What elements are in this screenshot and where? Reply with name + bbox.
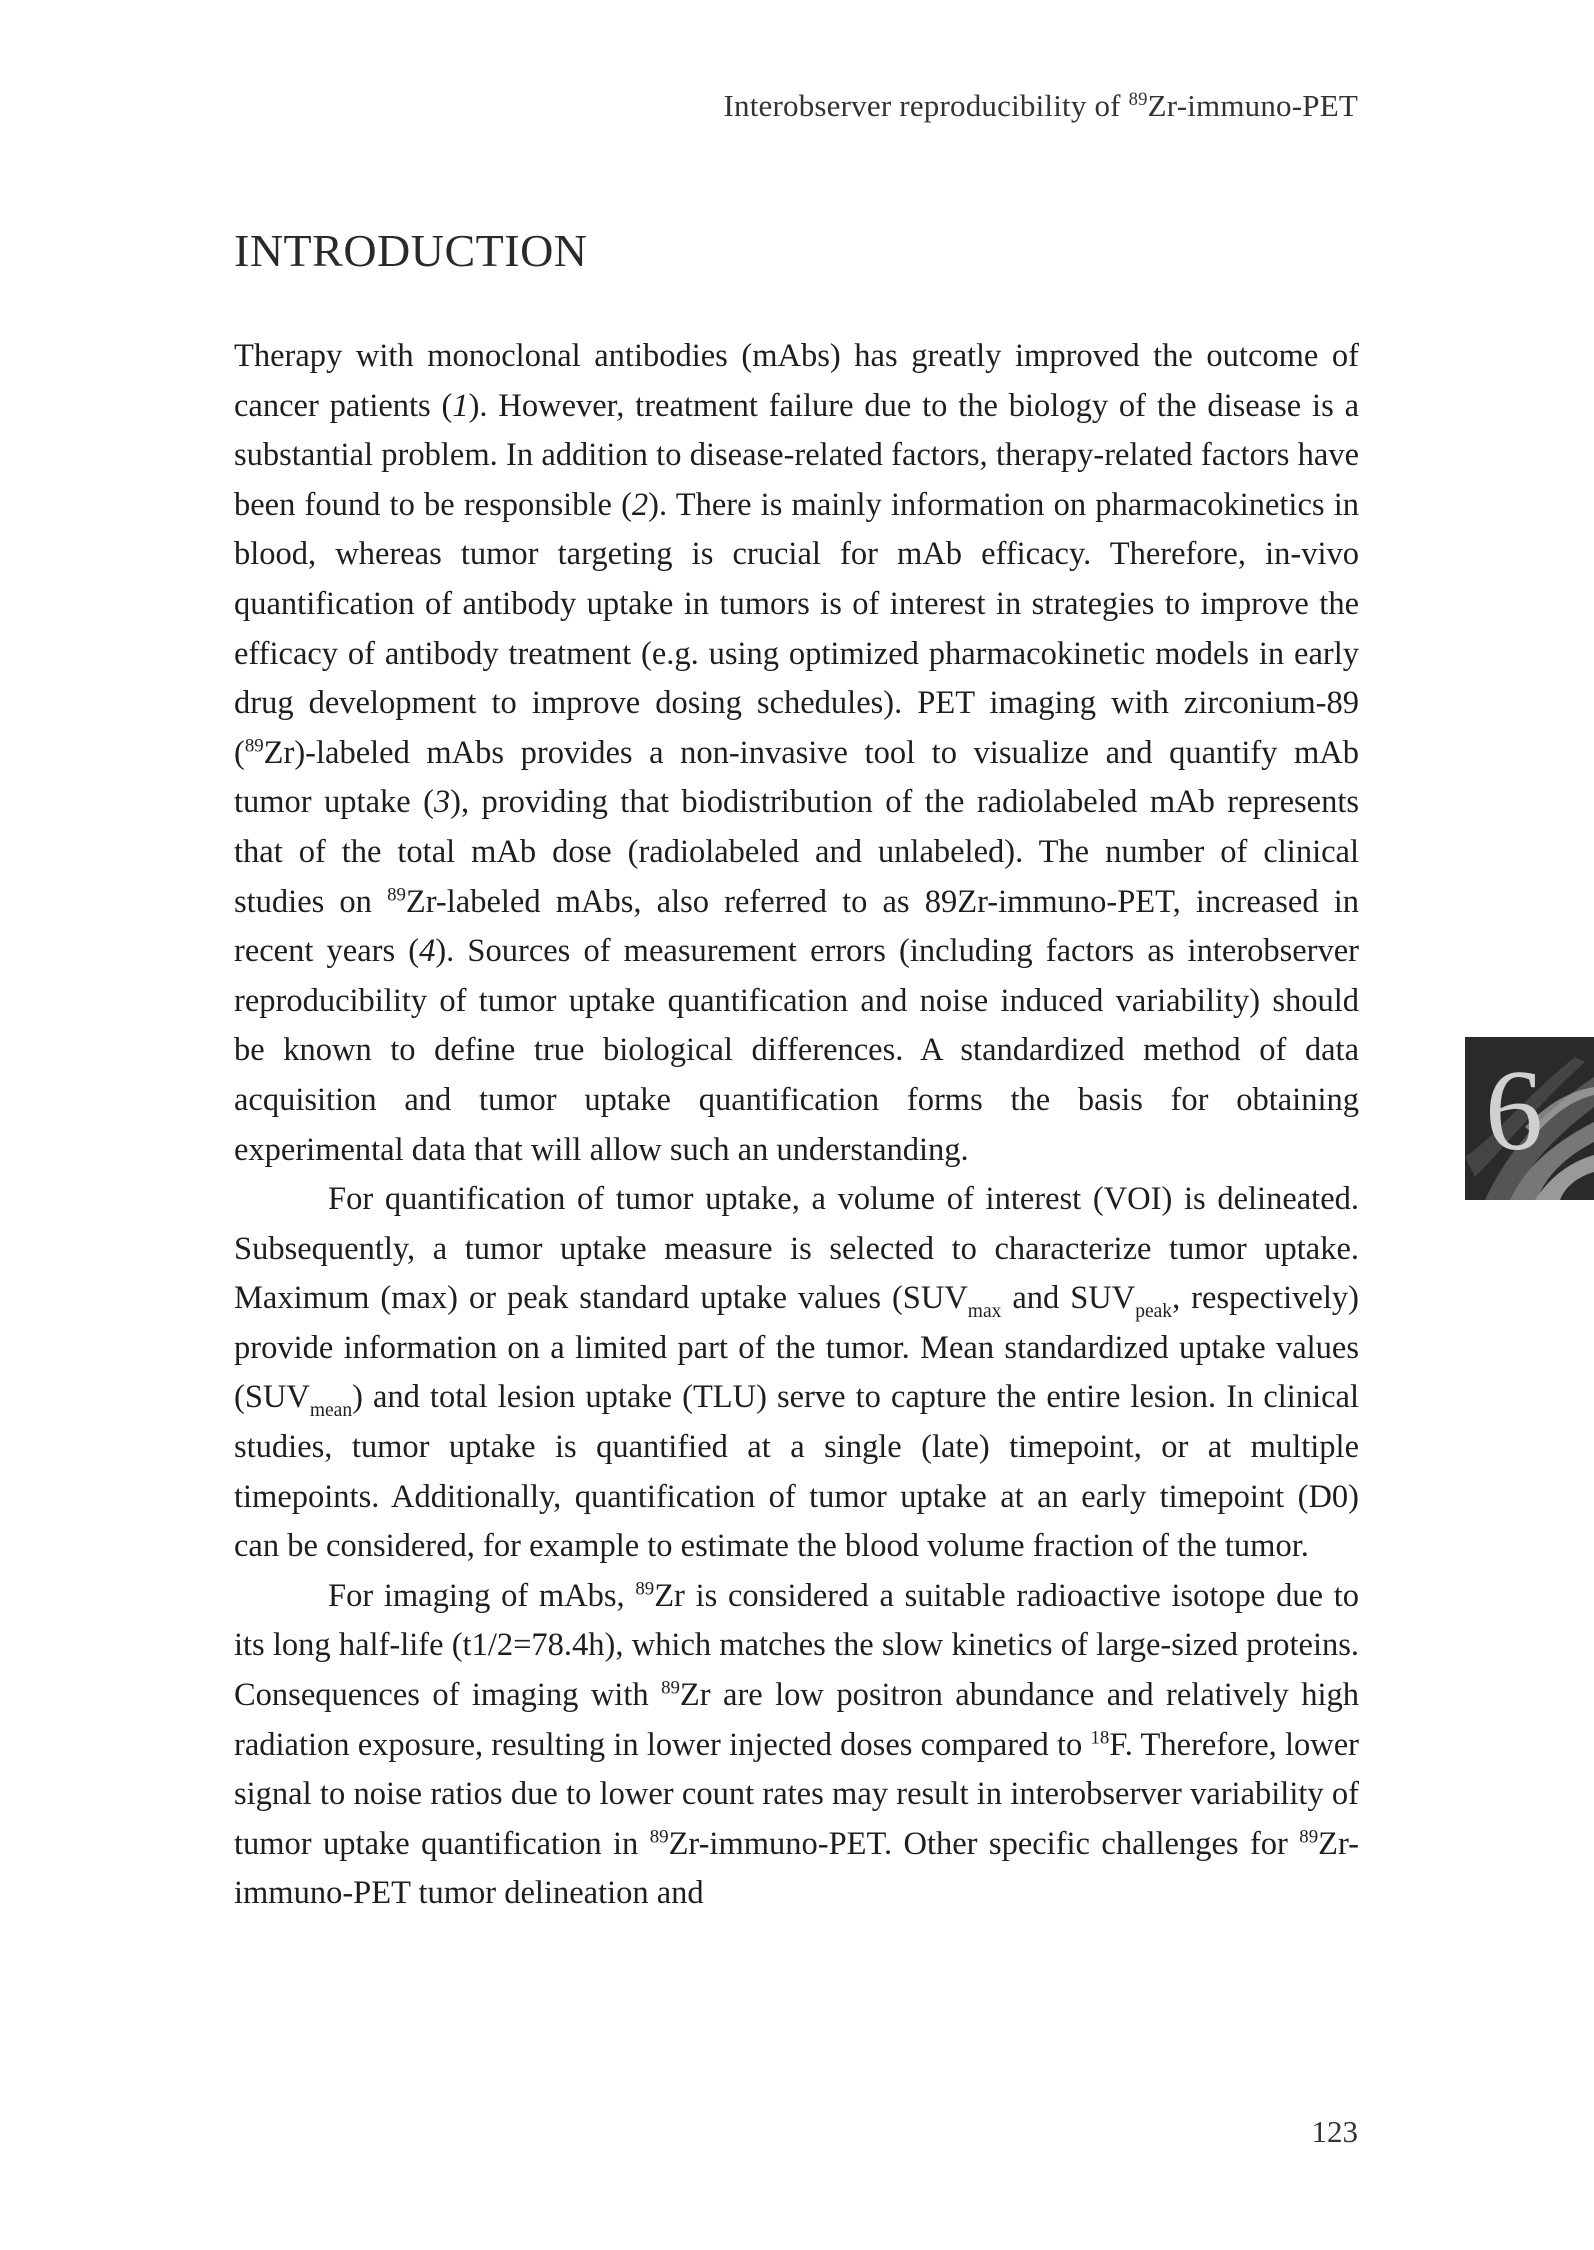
p2-text-c: , respectively) provide information on a limited part of the tumor. Mean standardized uptake values (SUV [234,1280,1359,1416]
p3-text-c: Zr are low positron abundance and relatively high radiation exposure, resulting in lower injected doses compared to [234,1677,1359,1763]
p1-text-f: Zr-labeled mAbs, also referred to as 89Zr-immuno-PET, increased in recent years ( [234,883,1359,970]
page-number: 123 [1311,2114,1358,2149]
isotope-sup: 89 [244,735,264,757]
running-title-sup: 89 [1128,88,1148,110]
isotope-sup: 89 [387,883,406,905]
p2-text-b: and SUV [1001,1280,1136,1317]
isotope-sup: 18 [1090,1726,1110,1748]
chapter-tab [1465,1037,1594,1200]
citation-2: 2 [631,486,649,523]
section-heading: INTRODUCTION [234,225,588,276]
running-header [724,88,1359,124]
paragraph-1 [234,332,1359,1175]
p1-text-a: Therapy with monoclonal antibodies (mAbs) has greatly improved the outcome of cancer patients ( [234,338,1359,424]
body-text [234,332,1359,1919]
subscript-mean: mean [309,1400,353,1422]
running-title-post: Zr-immuno-PET [1147,88,1358,123]
p1-text-e: ), providing that biodistribution of the radiolabeled mAb represents that of the total mAb dose (radiolabeled and unlabeled). The number of clinical studies on [234,784,1359,920]
p3-text-e: Zr-immuno-PET. Other specific challenges for [668,1825,1300,1862]
p2-text-d: ) and total lesion uptake (TLU) serve to capture the entire lesion. In clinical studies, tumor uptake is quantified at a single (late) timepoint, or at multiple timepoints. Additionally, quantification of tumor uptake at an early timepoint (D0) can be considered, for example to estimate the blood volume fraction of the tumor. [234,1379,1359,1565]
p2-text-a: For quantification of tumor uptake, a volume of interest (VOI) is delineated. Subsequently, a tumor uptake measure is selected to characterize tumor uptake. Maximum (max) or peak standard uptake values (SUV [234,1181,1359,1317]
p1-text-d: Zr)-labeled mAbs provides a non-invasive tool to visualize and quantify mAb tumor uptake ( [234,734,1359,821]
p1-text-c: ). There is mainly information on pharmacokinetics in blood, whereas tumor targeting is crucial for mAb efficacy. Therefore, in-vivo quantification of antibody uptake in tumors is of interest in strategies to improve the efficacy of antibody treatment (e.g. using optimized pharmacokinetic models in early drug development to improve dosing schedules). PET imaging with zirconium-89 ( [234,486,1359,771]
citation-1: 1 [452,387,469,424]
isotope-sup: 89 [649,1826,669,1848]
chapter-number: 6 [1485,1047,1543,1175]
citation-4: 4 [419,933,436,970]
subscript-max: max [967,1301,1002,1323]
citation-3: 3 [433,784,451,821]
p1-text-g: ). Sources of measurement errors (including factors as interobserver reproducibility of tumor uptake quantification and noise induced variability) should be known to define true biological differences. A standardized method of data acquisition and tumor uptake quantification forms the basis for obtaining experimental data that will allow such an understanding. [234,933,1360,1168]
isotope-sup: 89 [1299,1826,1319,1848]
p3-text-f: Zr-immuno-PET tumor delineation and [234,1825,1359,1912]
isotope-sup: 89 [635,1578,655,1600]
running-title-pre: Interobserver reproducibility of [723,88,1129,123]
paragraph-2 [234,1175,1359,1572]
subscript-peak: peak [1135,1301,1173,1323]
p1-text-b: ). However, treatment failure due to the biology of the disease is a substantial problem. In addition to disease-related factors, therapy-related factors have been found to be responsible ( [234,387,1359,523]
isotope-sup: 89 [661,1677,680,1699]
p3-text-d: F. Therefore, lower signal to noise ratios due to lower count rates may result in interobserver variability of tumor uptake quantification in [234,1726,1359,1862]
paragraph-3 [234,1572,1359,1919]
p3-text-a: For imaging of mAbs, [328,1577,636,1614]
p3-text-b: Zr is considered a suitable radioactive isotope due to its long half-life (t1/2=78.4h), which matches the slow kinetics of large-sized proteins. Consequences of imaging with [234,1577,1359,1714]
